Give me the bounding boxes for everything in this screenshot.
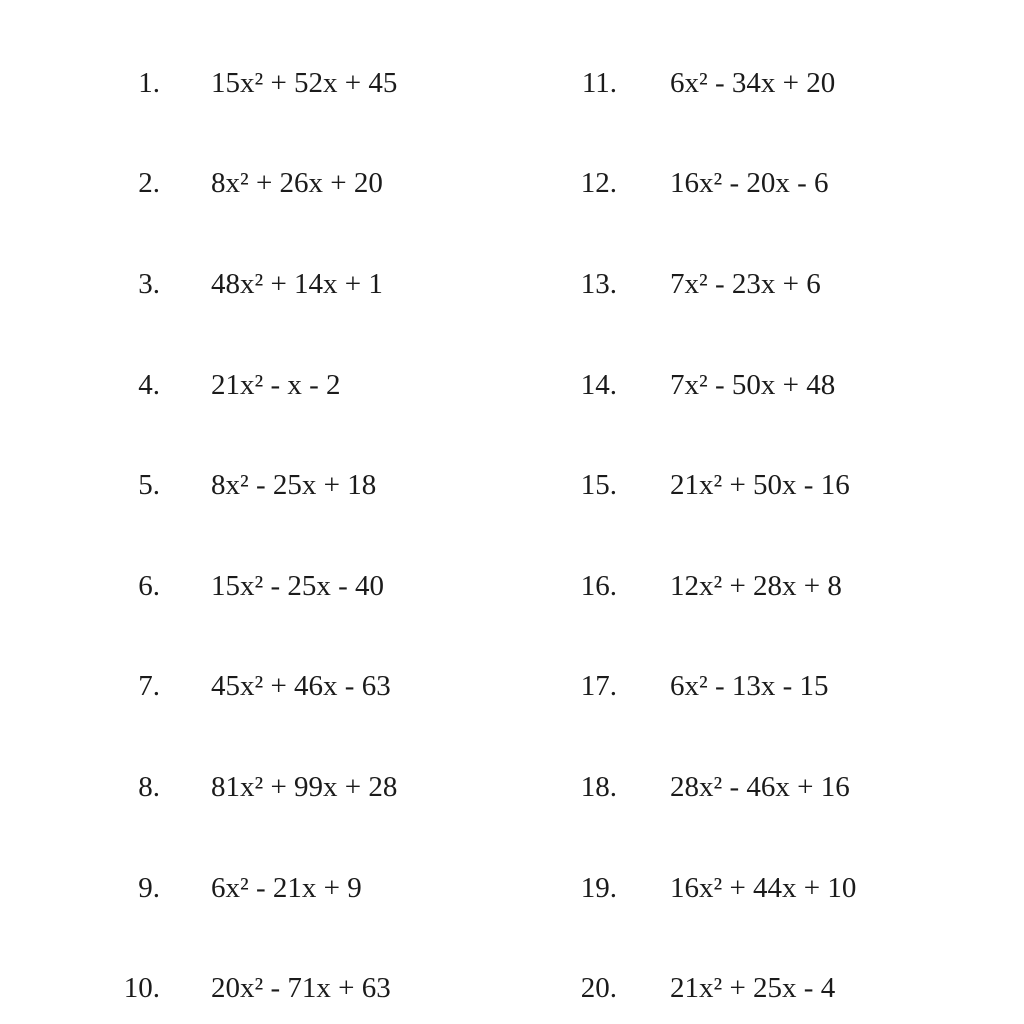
item-expression: 48x² + 14x + 1 xyxy=(211,267,383,300)
item-number: 17. xyxy=(580,670,617,703)
item-expression: 16x² - 20x - 6 xyxy=(670,167,829,200)
item-expression: 7x² - 23x + 6 xyxy=(670,267,821,300)
item-expression: 8x² - 25x + 18 xyxy=(211,469,377,502)
item-number: 20. xyxy=(580,972,617,1005)
worksheet-item xyxy=(512,134,1024,235)
item-number: 18. xyxy=(580,770,617,803)
item-expression: 21x² - x - 2 xyxy=(211,368,341,401)
worksheet-item xyxy=(0,33,512,134)
worksheet-item xyxy=(512,335,1024,436)
item-number: 3. xyxy=(138,267,160,300)
worksheet-item xyxy=(0,335,512,436)
item-number: 2. xyxy=(138,167,160,200)
worksheet-item xyxy=(0,938,512,1024)
worksheet-item xyxy=(512,838,1024,939)
item-number: 13. xyxy=(580,267,617,300)
item-number: 9. xyxy=(138,871,160,904)
worksheet-item xyxy=(0,134,512,235)
worksheet-item xyxy=(512,435,1024,536)
worksheet-item xyxy=(512,737,1024,838)
item-number: 12. xyxy=(580,167,617,200)
worksheet-item xyxy=(0,737,512,838)
item-expression: 15x² + 52x + 45 xyxy=(211,66,398,99)
item-expression: 6x² - 21x + 9 xyxy=(211,871,362,904)
worksheet-item xyxy=(512,536,1024,637)
item-expression: 15x² - 25x - 40 xyxy=(211,569,385,602)
worksheet-column-left xyxy=(0,33,512,1024)
worksheet-item xyxy=(0,536,512,637)
item-expression: 45x² + 46x - 63 xyxy=(211,670,391,703)
item-number: 16. xyxy=(580,569,617,602)
item-number: 4. xyxy=(138,368,160,401)
item-number: 7. xyxy=(138,670,160,703)
item-expression: 16x² + 44x + 10 xyxy=(670,871,857,904)
item-number: 8. xyxy=(138,770,160,803)
item-number: 1. xyxy=(138,66,160,99)
worksheet-column-right xyxy=(512,33,1024,1024)
item-number: 19. xyxy=(580,871,617,904)
item-expression: 21x² + 25x - 4 xyxy=(670,972,836,1005)
worksheet-item xyxy=(0,838,512,939)
item-number: 6. xyxy=(138,569,160,602)
item-number: 11. xyxy=(581,66,617,99)
worksheet-item xyxy=(0,435,512,536)
worksheet-item xyxy=(512,637,1024,738)
worksheet-item xyxy=(512,234,1024,335)
item-expression: 20x² - 71x + 63 xyxy=(211,972,391,1005)
item-expression: 81x² + 99x + 28 xyxy=(211,770,398,803)
item-number: 14. xyxy=(580,368,617,401)
item-number: 10. xyxy=(123,972,160,1005)
item-expression: 7x² - 50x + 48 xyxy=(670,368,836,401)
item-expression: 8x² + 26x + 20 xyxy=(211,167,383,200)
item-expression: 21x² + 50x - 16 xyxy=(670,469,850,502)
item-expression: 6x² - 34x + 20 xyxy=(670,66,836,99)
item-expression: 12x² + 28x + 8 xyxy=(670,569,842,602)
item-expression: 28x² - 46x + 16 xyxy=(670,770,850,803)
worksheet-item xyxy=(512,33,1024,134)
worksheet-item xyxy=(0,234,512,335)
worksheet-item xyxy=(0,637,512,738)
worksheet-item xyxy=(512,938,1024,1024)
item-expression: 6x² - 13x - 15 xyxy=(670,670,829,703)
item-number: 15. xyxy=(580,469,617,502)
item-number: 5. xyxy=(138,469,160,502)
